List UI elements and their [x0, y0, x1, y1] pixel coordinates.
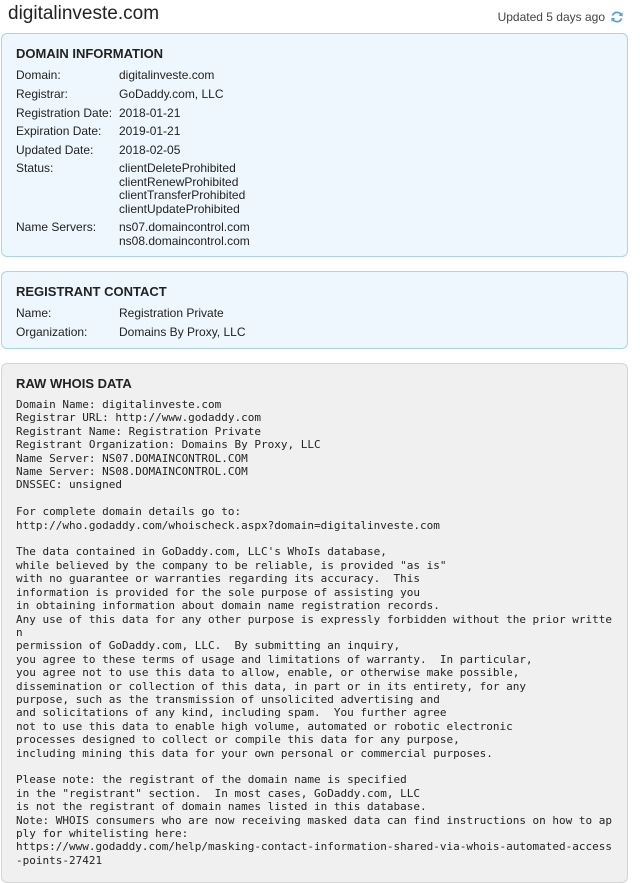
updated-status	[498, 10, 624, 24]
registration-date-label: Registration Date:	[16, 106, 113, 120]
status-item: clientTransferProhibited	[119, 188, 246, 202]
raw-whois-panel	[1, 363, 628, 883]
name-server-item: ns08.domaincontrol.com	[119, 233, 250, 248]
registrant-name-value: Registration Private	[119, 306, 224, 320]
registrant-organization-label: Organization:	[16, 325, 88, 339]
expiration-date-label: Expiration Date:	[16, 124, 102, 138]
registrant-contact-panel	[1, 271, 628, 349]
name-servers-list	[119, 221, 250, 248]
header-bar	[0, 0, 640, 32]
updated-date-label: Updated Date:	[16, 143, 94, 157]
status-item: clientUpdateProhibited	[119, 201, 240, 216]
domain-information-title: DOMAIN INFORMATION	[16, 46, 164, 61]
status-item: clientDeleteProhibited	[119, 161, 236, 175]
raw-whois-title: RAW WHOIS DATA	[16, 376, 132, 391]
registrant-contact-title: REGISTRANT CONTACT	[16, 284, 167, 299]
name-server-item: ns07.domaincontrol.com	[119, 220, 250, 234]
raw-whois-text: Domain Name: digitalinveste.com Registrar URL: http://www.godaddy.com Registrant Name: Registration Private Registrant Organization: Domains By Proxy, LLC Name Server: NS07.DOMAINCONTROL.COM Name Server: NS08.DOMAINCONTROL.COM DNSSEC: unsigned For complete domain details go to: http://who.godaddy.com/whoischeck.aspx?domain=digitalinveste.com The data contained in GoDaddy.com, LLC's WhoIs database, while believed by the company to be reliable, is provided "as is" with no guarantee or warranties regarding its accuracy. This information is provided for the sole purpose of assisting you in obtaining information about domain name registration records. Any use of this data for any other purpose is expressly forbidden without the prior written permission of GoDaddy.com, LLC. By submitting an inquiry, you agree to these terms of usage and limitations of warranty. In particular, you agree not to use this data to allow, enable, or otherwise make possible, dissemination or collection of this data, in part or in its entirety, for any purpose, such as the transmission of unsolicited advertising and and solicitations of any kind, including spam. You further agree not to use this data to enable high volume, automated or robotic electronic processes designed to collect or compile this data for any purpose, including mining this data for your own personal or commercial purposes. Please note: the registrant of the domain name is specified in the "registrant" section. In most cases, GoDaddy.com, LLC is not the registrant of domain names listed in this database. Note: WHOIS consumers who are now receiving masked data can find instructions on how to apply for whitelisting here: https://www.godaddy.com/help/masking-contact-information-shared-via-whois-automated-access-points-27421	[16, 398, 613, 867]
domain-value: digitalinveste.com	[119, 68, 215, 82]
refresh-icon[interactable]	[610, 10, 624, 24]
name-servers-label: Name Servers:	[16, 220, 97, 234]
domain-label: Domain:	[16, 68, 61, 82]
registration-date-value: 2018-01-21	[119, 106, 181, 120]
status-label: Status:	[16, 161, 54, 175]
expiration-date-value: 2019-01-21	[119, 124, 181, 138]
domain-title: digitalinveste.com	[8, 3, 160, 24]
status-list	[119, 162, 245, 216]
updated-text: Updated 5 days ago	[497, 10, 605, 24]
registrar-value: GoDaddy.com, LLC	[119, 87, 224, 101]
registrant-name-label: Name:	[16, 306, 52, 320]
status-item: clientRenewProhibited	[119, 174, 239, 189]
registrant-organization-value: Domains By Proxy, LLC	[119, 325, 246, 339]
registrar-label: Registrar:	[16, 87, 69, 101]
updated-date-value: 2018-02-05	[119, 143, 181, 157]
domain-information-panel	[1, 33, 628, 257]
